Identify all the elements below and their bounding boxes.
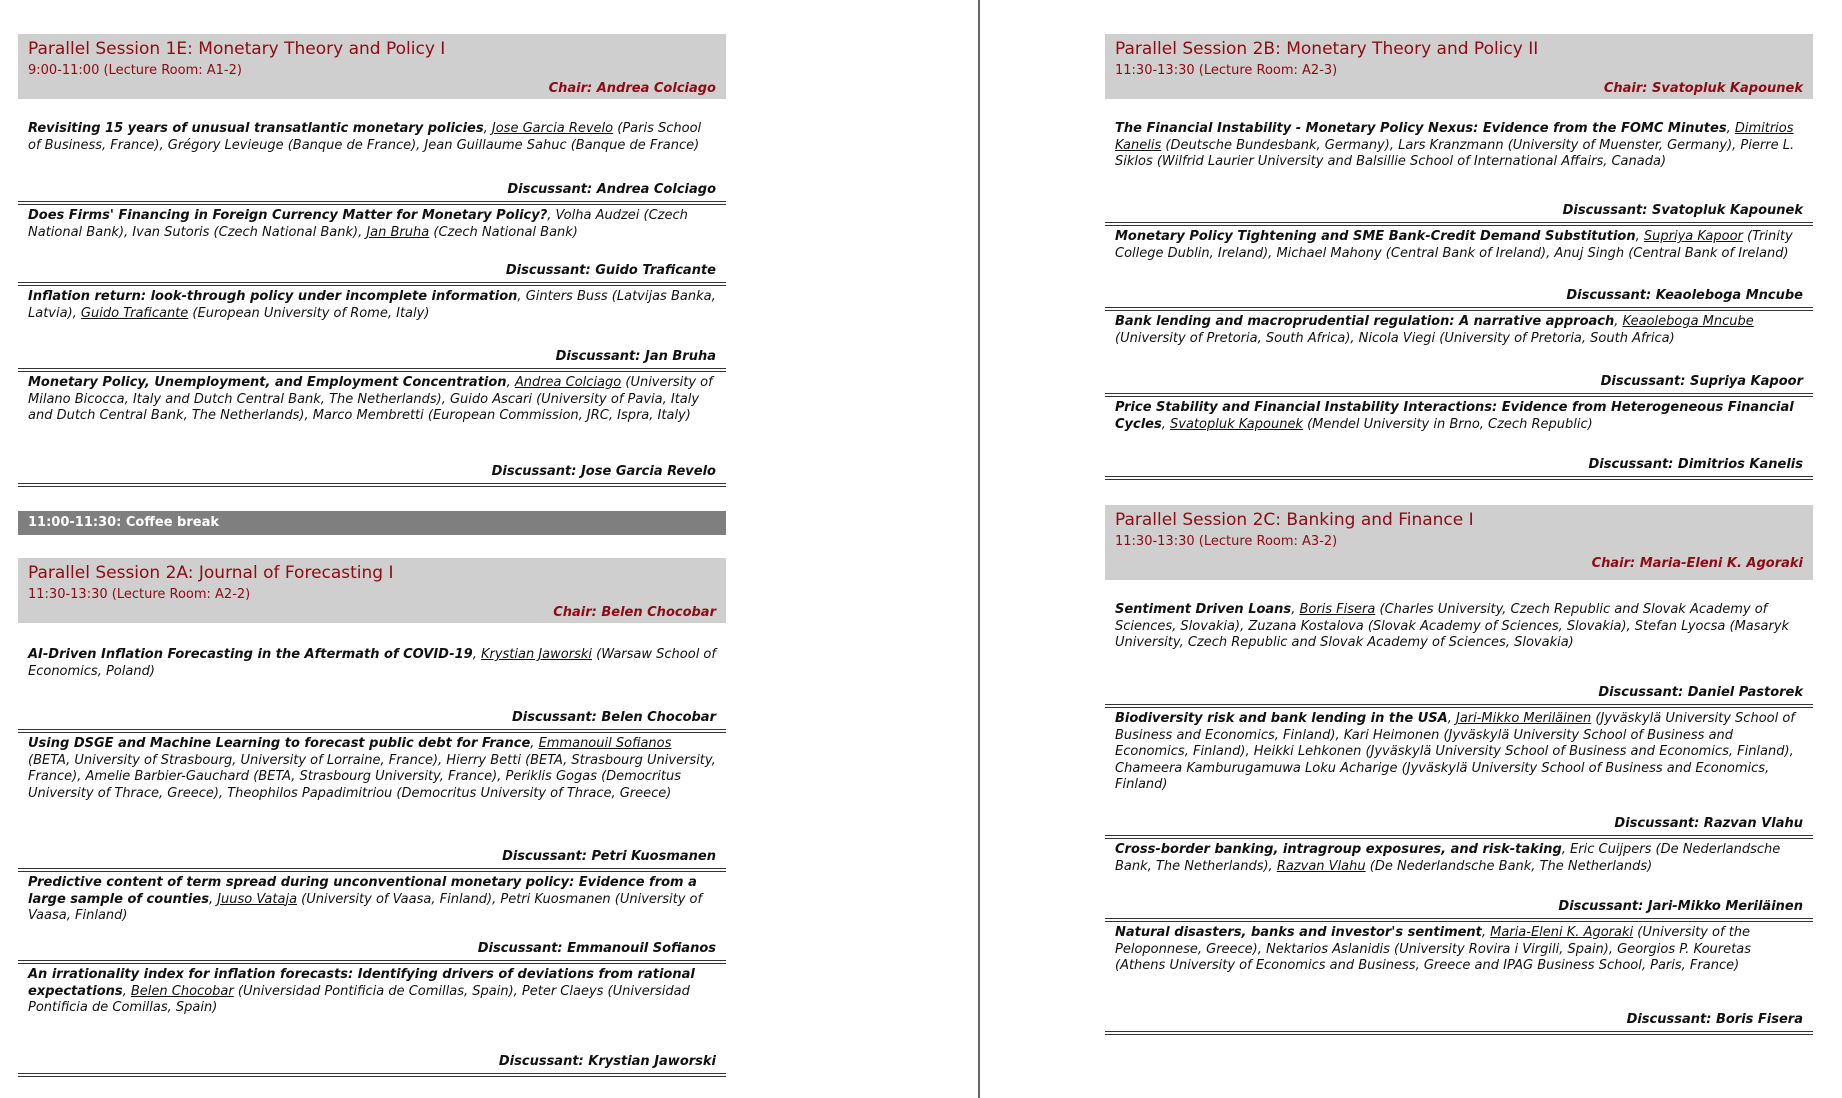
paper-text (28, 736, 716, 802)
coffee-break-bar: 11:00-11:30: Coffee break (18, 511, 726, 535)
discussant: Discussant: Daniel Pastorek (1598, 685, 1803, 700)
co-authors: Ginters Buss (Latvijas Banka, Latvia), (28, 289, 716, 321)
session-2a-header (18, 558, 726, 623)
separator: , (1635, 229, 1644, 244)
presenter-name: Keaoleboga Mncube (1622, 314, 1754, 329)
presenter-name: Krystian Jaworski (480, 647, 592, 662)
separator: , (530, 736, 539, 751)
session-1e-header (18, 34, 726, 99)
co-authors: Volha Audzei (Czech National Bank), Ivan Sutoris (Czech National Bank), (28, 208, 688, 240)
discussant: Discussant: Boris Fisera (1626, 1012, 1803, 1027)
paper-title: Monetary Policy Tightening and SME Bank-Credit Demand Substitution (1115, 229, 1636, 244)
authors-affiliations: (BETA, University of Strasbourg, University of Lorraine, France), Hierry Betti (BETA, Strasbourg University, France), Amelie Barbier-Gauchard (BETA, Strasbourg University, France), Periklis Gogas (Democritus University of Thrace, Greece), Theophilos Papadimitriou (Democritus University of Thrace, Greece) (28, 752, 716, 801)
paper-entry (1105, 602, 1813, 708)
presenter-name: Guido Traficante (80, 305, 189, 321)
paper-entry (18, 375, 726, 487)
separator: , (472, 647, 481, 662)
presenter-name: Svatopluk Kapounek (1170, 416, 1303, 432)
discussant: Discussant: Emmanouil Sofianos (477, 941, 716, 956)
authors-affiliations: (Trinity College Dublin, Ireland), Michael Mahony (Central Bank of Ireland), Anuj Singh (Central Bank of Ireland) (1115, 229, 1793, 261)
paper-title: Cross-border banking, intragroup exposures, and risk-taking (1115, 842, 1562, 857)
authors-affiliations: (University of Milano Bicocca, Italy and Dutch Central Bank, The Netherlands), Guido Ascari (University of Pavia, Italy and Dutch Central Bank, The Netherlands), Marco Membretti (European Commission, JRC, Ispra, Italy) (28, 375, 713, 423)
paper-entry (18, 875, 726, 964)
paper-entry (1105, 842, 1813, 922)
paper-title: Natural disasters, banks and investor's sentiment (1115, 925, 1482, 940)
discussant: Discussant: Guido Traficante (505, 263, 716, 278)
authors-affiliations: (Universidad Pontificia de Comillas, Spain), Peter Claeys (Universidad Pontificia de Comillas, Spain) (28, 983, 690, 1015)
paper-text (1115, 711, 1803, 794)
paper-title: Monetary Policy, Unemployment, and Employment Concentration (28, 375, 507, 390)
paper-title: Sentiment Driven Loans (1115, 602, 1292, 617)
co-authors: Eric Cuijpers (De Nederlandsche Bank, The Netherlands), (1115, 842, 1781, 874)
paper-title: Using DSGE and Machine Learning to forecast public debt for France (28, 736, 531, 751)
paper-title: Price Stability and Financial Instability Interactions: Evidence from Heterogeneous Financial Cycles (1115, 400, 1794, 432)
paper-text (1115, 842, 1803, 875)
paper-title: Inflation return: look-through policy under incomplete information (28, 289, 518, 304)
authors-affiliations: (De Nederlandsche Bank, The Netherlands) (1365, 858, 1653, 874)
authors-affiliations: (University of Pretoria, South Africa), Nicola Viegi (University of Pretoria, South Africa) (1115, 330, 1675, 346)
page-divider (978, 0, 980, 1098)
authors-affiliations: (Jyväskylä University School of Business and Economics, Finland), Kari Heimonen (Jyväskylä University School of Business and Economics, Finland), Heikki Lehkonen (Jyväskylä University School of Business and Economics, Finland), Chameera Kamburugamuwa Loku Acharige (Jyväskylä University School of Business and Economics, Finland) (1115, 711, 1795, 792)
session-title: Parallel Session 2B: Monetary Theory and Policy II (1115, 39, 1539, 59)
session-time: 11:30-13:30 (Lecture Room: A3-2) (1115, 534, 1338, 549)
paper-text (28, 875, 716, 925)
presenter-name: Jan Bruha (366, 224, 430, 240)
authors-affiliations: (European University of Rome, Italy) (188, 305, 430, 321)
authors-affiliations: (Mendel University in Brno, Czech Republic) (1302, 416, 1593, 432)
paper-text (28, 967, 716, 1017)
authors-affiliations: (Charles University, Czech Republic and Slovak Academy of Sciences, Slovakia), Zuzana Kostalova (Slovak Academy of Sciences, Slovakia), Stefan Lyocsa (Masaryk University, Czech Republic and Slovak Academy of Sciences, Slovakia) (1115, 602, 1790, 650)
paper-text (1115, 121, 1803, 171)
paper-entry (1105, 925, 1813, 1035)
left-column (18, 34, 726, 1077)
session-time: 9:00-11:00 (Lecture Room: A1-2) (28, 63, 242, 78)
session-title: Parallel Session 2C: Banking and Finance I (1115, 510, 1474, 530)
discussant: Discussant: Jari-Mikko Meriläinen (1558, 899, 1803, 914)
discussant: Discussant: Dimitrios Kanelis (1588, 457, 1803, 472)
session-time: 11:30-13:30 (Lecture Room: A2-3) (1115, 63, 1338, 78)
presenter-name: Maria-Eleni K. Agoraki (1490, 925, 1634, 940)
session-2c-header (1105, 505, 1813, 580)
discussant: Discussant: Petri Kuosmanen (502, 849, 716, 864)
separator: , (1481, 925, 1491, 940)
presenter-name: Boris Fisera (1299, 602, 1376, 617)
authors-affiliations: (University of the Peloponnese, Greece), Nektarios Aslanidis (University Rovira i Virgili, Spain), Georgios P. Kouretas (Athens University of Economics and Business, Greece and IPAG Business School, Paris, France) (1115, 925, 1751, 973)
paper-text (1115, 602, 1803, 652)
session-chair: Chair: Belen Chocobar (553, 605, 716, 620)
discussant: Discussant: Jose Garcia Revelo (491, 464, 716, 479)
paper-text (28, 121, 716, 154)
paper-text (28, 375, 716, 425)
paper-text (1115, 229, 1803, 262)
paper-entry (18, 736, 726, 872)
authors-affiliations: (Warsaw School of Economics, Poland) (28, 647, 716, 679)
paper-entry (18, 289, 726, 372)
paper-title: Bank lending and macroprudential regulation: A narrative approach (1115, 314, 1615, 329)
separator: , (483, 121, 492, 136)
paper-entry (1105, 229, 1813, 311)
discussant: Discussant: Supriya Kapoor (1600, 374, 1803, 389)
authors-affiliations: (Paris School of Business, France), Grégory Levieuge (Banque de France), Jean Guillaume Sahuc (Banque de France) (28, 121, 702, 153)
session-title: Parallel Session 1E: Monetary Theory and Policy I (28, 39, 446, 59)
paper-title: Biodiversity risk and bank lending in the USA (1115, 711, 1448, 726)
paper-entry (18, 967, 726, 1077)
paper-text (28, 208, 716, 241)
discussant: Discussant: Andrea Colciago (507, 182, 716, 197)
authors-affiliations: (University of Vaasa, Finland), Petri Kuosmanen (University of Vaasa, Finland) (28, 891, 703, 923)
presenter-name: Juuso Vataja (217, 891, 298, 907)
presenter-name: Supriya Kapoor (1643, 229, 1743, 244)
discussant: Discussant: Jan Bruha (555, 349, 716, 364)
presenter-name: Razvan Vlahu (1276, 858, 1366, 874)
separator: , (1614, 314, 1623, 329)
discussant: Discussant: Krystian Jaworski (498, 1054, 716, 1069)
session-chair: Chair: Andrea Colciago (548, 81, 716, 96)
separator: , (1561, 842, 1571, 857)
presenter-name: Belen Chocobar (130, 983, 234, 999)
paper-text (1115, 400, 1803, 433)
right-column (1105, 34, 1813, 1035)
separator: , (517, 289, 526, 304)
separator: , (1291, 602, 1300, 617)
paper-text (28, 289, 716, 322)
discussant: Discussant: Svatopluk Kapounek (1562, 203, 1803, 218)
paper-title: AI-Driven Inflation Forecasting in the Aftermath of COVID-19 (28, 647, 473, 662)
session-title: Parallel Session 2A: Journal of Forecasting I (28, 563, 394, 583)
paper-title: Does Firms' Financing in Foreign Currency Matter for Monetary Policy? (28, 208, 548, 223)
separator: , (506, 375, 515, 390)
session-chair: Chair: Maria-Eleni K. Agoraki (1591, 556, 1803, 571)
separator: , (122, 983, 131, 999)
separator: , (1161, 416, 1170, 432)
paper-title: Predictive content of term spread during unconventional monetary policy: Evidence from a large sample of counties (28, 875, 697, 907)
authors-affiliations: (Deutsche Bundesbank, Germany), Lars Kranzmann (University of Muenster, Germany), Pierre L. Siklos (Wilfrid Laurier University and Balsillie School of International Affairs, Canada) (1115, 137, 1795, 169)
authors-affiliations: (Czech National Bank) (429, 224, 578, 240)
discussant: Discussant: Keaoleboga Mncube (1566, 288, 1803, 303)
paper-text (1115, 314, 1803, 347)
paper-entry (18, 121, 726, 205)
paper-title: The Financial Instability - Monetary Policy Nexus: Evidence from the FOMC Minutes (1115, 121, 1727, 136)
paper-entry (18, 647, 726, 733)
session-2b-header (1105, 34, 1813, 99)
discussant: Discussant: Belen Chocobar (511, 710, 716, 725)
separator: , (208, 891, 218, 907)
paper-entry (18, 208, 726, 286)
paper-text (28, 647, 716, 680)
paper-entry (1105, 121, 1813, 226)
paper-title: Revisiting 15 years of unusual transatlantic monetary policies (28, 121, 484, 136)
separator: , (1447, 711, 1456, 726)
session-chair: Chair: Svatopluk Kapounek (1603, 81, 1803, 96)
paper-entry (1105, 400, 1813, 480)
discussant: Discussant: Razvan Vlahu (1614, 816, 1803, 831)
paper-entry (1105, 314, 1813, 397)
session-time: 11:30-13:30 (Lecture Room: A2-2) (28, 587, 251, 602)
presenter-name: Emmanouil Sofianos (538, 736, 672, 751)
presenter-name: Andrea Colciago (514, 375, 622, 390)
presenter-name: Dimitrios Kanelis (1115, 121, 1794, 153)
separator: , (1726, 121, 1735, 136)
paper-title: An irrationality index for inflation forecasts: Identifying drivers of deviations from rational expectations (28, 967, 695, 999)
separator: , (547, 208, 556, 223)
presenter-name: Jose Garcia Revelo (491, 121, 614, 136)
presenter-name: Jari-Mikko Meriläinen (1455, 711, 1592, 726)
paper-text (1115, 925, 1803, 975)
paper-entry (1105, 711, 1813, 839)
